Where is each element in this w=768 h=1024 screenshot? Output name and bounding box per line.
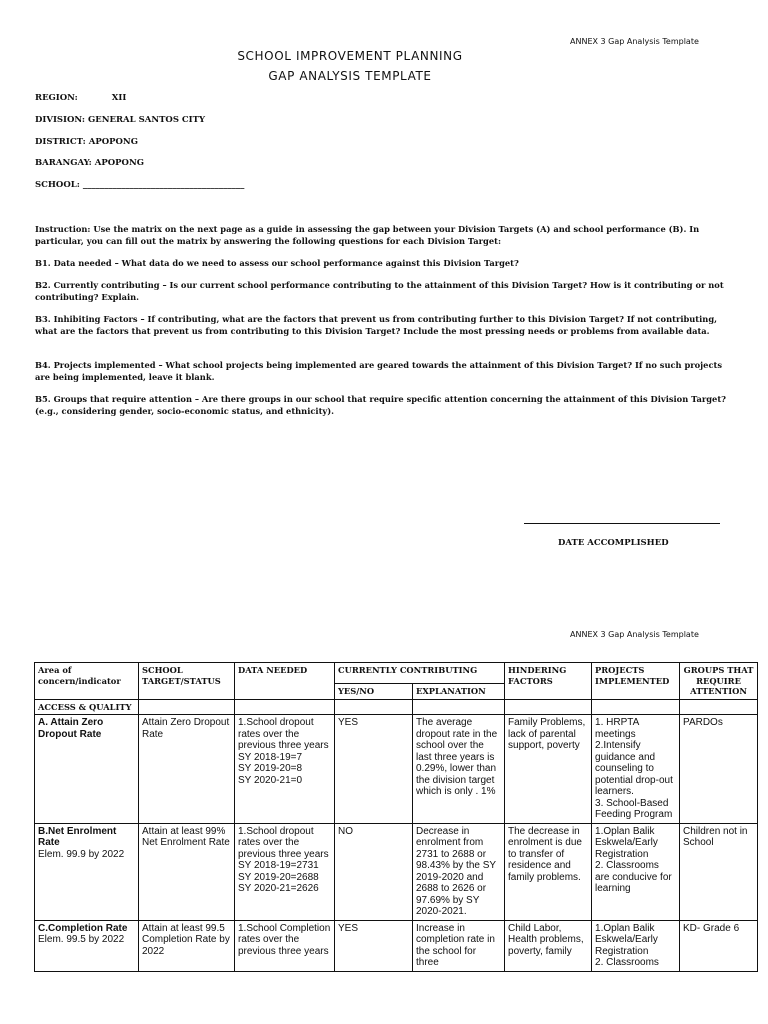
hindering-cell: The decrease in enrolment is due to transfer of residence and family problems. — [505, 823, 592, 920]
groups-cell: Children not in School — [680, 823, 758, 920]
explanation-cell: Decrease in enrolment from 2731 to 2688 or 98.43% by the SY 2019-2020 and 2688 to 2626 or 97.69% by SY 2020-2021. — [413, 823, 505, 920]
indicator-title: B.Net Enrolment Rate — [38, 825, 117, 848]
data-needed-cell: 1.School dropout rates over the previous three years SY 2018-19=7 SY 2019-20=8 SY 2020-21=0 — [235, 715, 335, 824]
header-yes-no: YES/NO — [335, 684, 413, 700]
table-row — [35, 715, 758, 824]
header-data-needed: DATA NEEDED — [235, 663, 335, 700]
document-subtitle: GAP ANALYSIS TEMPLATE — [268, 69, 432, 83]
projects-cell: 1.Oplan Balik Eskwela/Early Registration 2. Classrooms — [592, 920, 680, 971]
region-value: XII — [111, 93, 127, 103]
date-accomplished-label: DATE ACCOMPLISHED — [558, 538, 669, 548]
indicator-cell — [35, 823, 139, 920]
section-label: ACCESS & QUALITY — [35, 699, 139, 715]
hindering-cell: Child Labor, Health problems, poverty, family — [505, 920, 592, 971]
signature-line — [524, 523, 720, 524]
hindering-cell: Family Problems, lack of parental support, poverty — [505, 715, 592, 824]
division-field: DIVISION: GENERAL SANTOS CITY — [35, 115, 206, 125]
yes-no-cell: NO — [335, 823, 413, 920]
document-title: SCHOOL IMPROVEMENT PLANNING — [237, 49, 463, 63]
instruction-text: Instruction: Use the matrix on the next page as a guide in assessing the gap between your Division Targets (A) and school performance (B). In particular, you can fill out the matrix by answering the following questions for each Division Target: — [35, 224, 700, 246]
header-target: SCHOOL TARGET/STATUS — [139, 663, 235, 700]
question-b4: B4. Projects implemented – What school projects being implemented are geared towards the attainment of this Division Target? If no such projects are being implemented, leave it blank. — [35, 360, 723, 382]
header-projects: PROJECTS IMPLEMENTED — [592, 663, 680, 700]
target-cell: Attain at least 99.5 Completion Rate by 2022 — [139, 920, 235, 971]
school-field: SCHOOL: ______________________________________ — [35, 180, 245, 190]
indicator-cell — [35, 715, 139, 824]
indicator-title: C.Completion Rate — [38, 922, 128, 934]
table-header-row — [35, 663, 758, 684]
indicator-sub: Elem. 99.9 by 2022 — [38, 848, 125, 860]
target-cell: Attain Zero Dropout Rate — [139, 715, 235, 824]
explanation-cell: The average dropout rate in the school over the last three years is 0.29%, lower than the division target which is only . 1% — [413, 715, 505, 824]
region-label: REGION: — [35, 93, 78, 103]
indicator-title: A. Attain Zero Dropout Rate — [38, 717, 104, 740]
header-groups: GROUPS THAT REQUIRE ATTENTION — [680, 663, 758, 700]
indicator-sub: Elem. 99.5 by 2022 — [38, 934, 125, 945]
yes-no-cell: YES — [335, 920, 413, 971]
table-row — [35, 920, 758, 971]
data-needed-cell: 1.School Completion rates over the previous three years — [235, 920, 335, 971]
table-row — [35, 823, 758, 920]
question-b5: B5. Groups that require attention – Are there groups in our school that require specific attention concerning the attainment of this Division Target? (e.g., considering gender, socio-economic status, and ethnicity). — [35, 394, 727, 416]
projects-cell: 1. HRPTA meetings 2.Intensify guidance and counseling to potential drop-out learners. 3. School-Based Feeding Program — [592, 715, 680, 824]
header-area: Area of concern/indicator — [35, 663, 139, 700]
question-b2: B2. Currently contributing – Is our current school performance contributing to the attainment of this Division Target? How is it contributing or not contributing? Explain. — [35, 280, 724, 302]
question-b3: B3. Inhibiting Factors – If contributing, what are the factors that prevent us from contributing further to this Division Target? If not contributing, what are the factors that prevent us from contributing to this Division Target? Include the most pressing needs or problems from available data. — [35, 314, 718, 336]
section-row — [35, 699, 758, 715]
barangay-field: BARANGAY: APOPONG — [35, 158, 144, 168]
header-currently-contributing: CURRENTLY CONTRIBUTING — [335, 663, 505, 684]
explanation-cell: Increase in completion rate in the school for three — [413, 920, 505, 971]
groups-cell: PARDOs — [680, 715, 758, 824]
annex-label: ANNEX 3 Gap Analysis Template — [570, 37, 699, 46]
indicator-cell — [35, 920, 139, 971]
question-b1: B1. Data needed – What data do we need to assess our school performance against this Division Target? — [35, 258, 519, 268]
yes-no-cell: YES — [335, 715, 413, 824]
district-field: DISTRICT: APOPONG — [35, 137, 138, 147]
groups-cell: KD- Grade 6 — [680, 920, 758, 971]
data-needed-cell: 1.School dropout rates over the previous three years SY 2018-19=2731 SY 2019-20=2688 SY 2020-21=2626 — [235, 823, 335, 920]
region-field — [35, 93, 126, 103]
projects-cell: 1.Oplan Balik Eskwela/Early Registration 2. Classrooms are conducive for learning — [592, 823, 680, 920]
target-cell: Attain at least 99% Net Enrolment Rate — [139, 823, 235, 920]
header-hindering: HINDERING FACTORS — [505, 663, 592, 700]
header-explanation: EXPLANATION — [413, 684, 505, 700]
gap-analysis-table — [34, 662, 758, 972]
annex-label-page2: ANNEX 3 Gap Analysis Template — [570, 630, 699, 639]
